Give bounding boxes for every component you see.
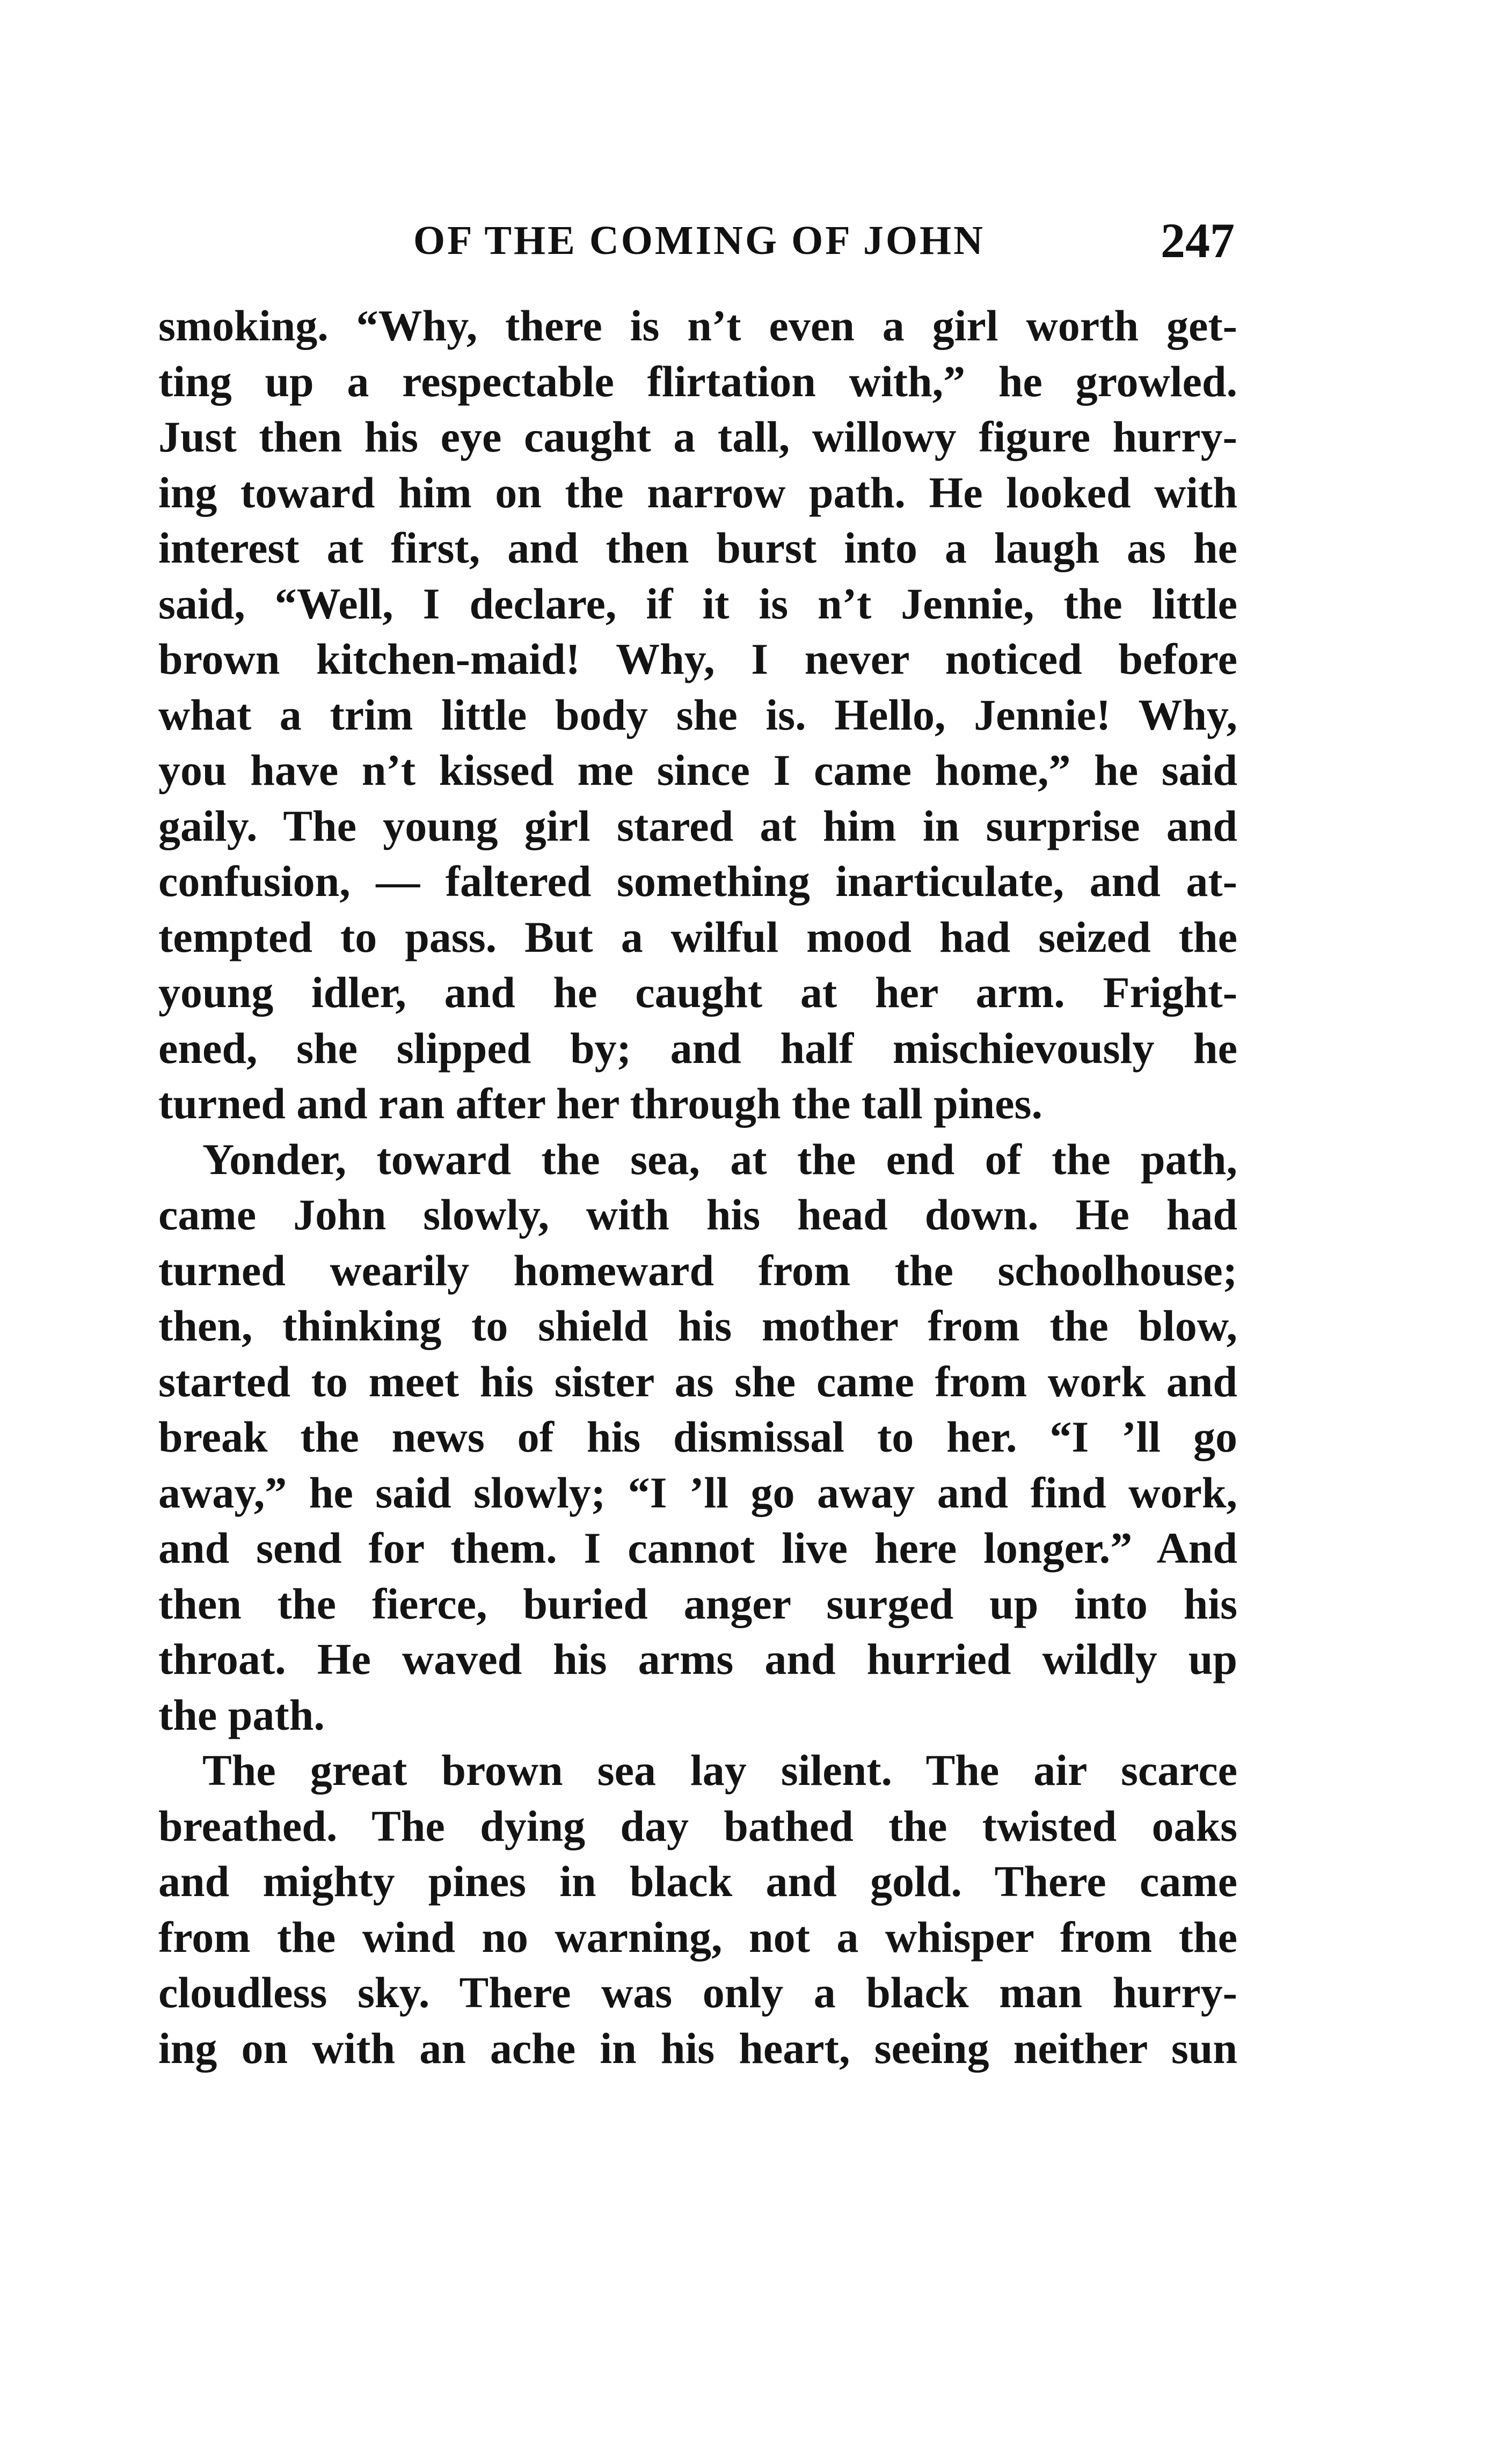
- running-head: [161, 213, 1235, 276]
- text-line: throat. He waved his arms and hurried wildly up: [158, 1635, 1237, 1683]
- text-line: young idler, and he caught at her arm. Fright-: [158, 968, 1237, 1017]
- text-line: ing toward him on the narrow path. He looked with: [158, 468, 1237, 517]
- paragraph-2: [158, 1132, 1237, 1743]
- paragraph-1: [158, 298, 1237, 1132]
- text-line: ened, she slipped by; and half mischievously he: [158, 1023, 1237, 1073]
- text-line: ting up a respectable flirtation with,” he growled.: [158, 356, 1237, 406]
- text-line: and send for them. I cannot live here longer.” And: [158, 1523, 1237, 1572]
- text-line: then, thinking to shield his mother from the blow,: [158, 1301, 1237, 1350]
- text-line: started to meet his sister as she came from work and: [158, 1357, 1237, 1406]
- text-line: away,” he said slowly; “I ’ll go away and find work,: [158, 1468, 1237, 1517]
- text-line: turned and ran after her through the tall pines.: [158, 1079, 1042, 1128]
- text-line: from the wind no warning, not a whisper from the: [158, 1912, 1237, 1962]
- text-line: what a trim little body she is. Hello, Jennie! Why,: [158, 690, 1237, 739]
- text-line: the path.: [158, 1690, 325, 1739]
- text-line: tempted to pass. But a wilful mood had seized the: [158, 912, 1237, 961]
- text-line: then the fierce, buried anger surged up into his: [158, 1579, 1237, 1628]
- text-line: and mighty pines in black and gold. There came: [158, 1857, 1237, 1906]
- text-line: cloudless sky. There was only a black man hurry-: [158, 1968, 1237, 2017]
- page-number: 247: [1161, 213, 1235, 268]
- paragraph-3: [158, 1743, 1237, 2076]
- body-text: [158, 298, 1237, 2076]
- text-line: ing on with an ache in his heart, seeing neither sun: [158, 2023, 1237, 2073]
- text-line: turned wearily homeward from the schoolhouse;: [158, 1245, 1237, 1295]
- text-line: brown kitchen-maid! Why, I never noticed before: [158, 635, 1237, 683]
- text-line: confusion, — faltered something inarticulate, and at-: [158, 857, 1237, 906]
- text-line: came John slowly, with his head down. He had: [158, 1190, 1237, 1239]
- text-line: break the news of his dismissal to her. “I ’ll go: [158, 1412, 1237, 1461]
- text-line: said, “Well, I declare, if it is n’t Jennie, the little: [158, 579, 1237, 628]
- text-line: Yonder, toward the sea, at the end of the path,: [202, 1134, 1237, 1184]
- text-line: Just then his eye caught a tall, willowy figure hurry-: [158, 412, 1237, 461]
- text-line: breathed. The dying day bathed the twisted oaks: [158, 1801, 1237, 1850]
- text-line: smoking. “Why, there is n’t even a girl worth get-: [158, 301, 1237, 350]
- text-line: gaily. The young girl stared at him in surprise and: [158, 801, 1237, 850]
- text-line: you have n’t kissed me since I came home,” he said: [158, 746, 1237, 794]
- running-title: OF THE COMING OF JOHN: [413, 218, 985, 263]
- text-line: The great brown sea lay silent. The air scarce: [202, 1746, 1237, 1795]
- text-line: interest at first, and then burst into a laugh as he: [158, 523, 1237, 572]
